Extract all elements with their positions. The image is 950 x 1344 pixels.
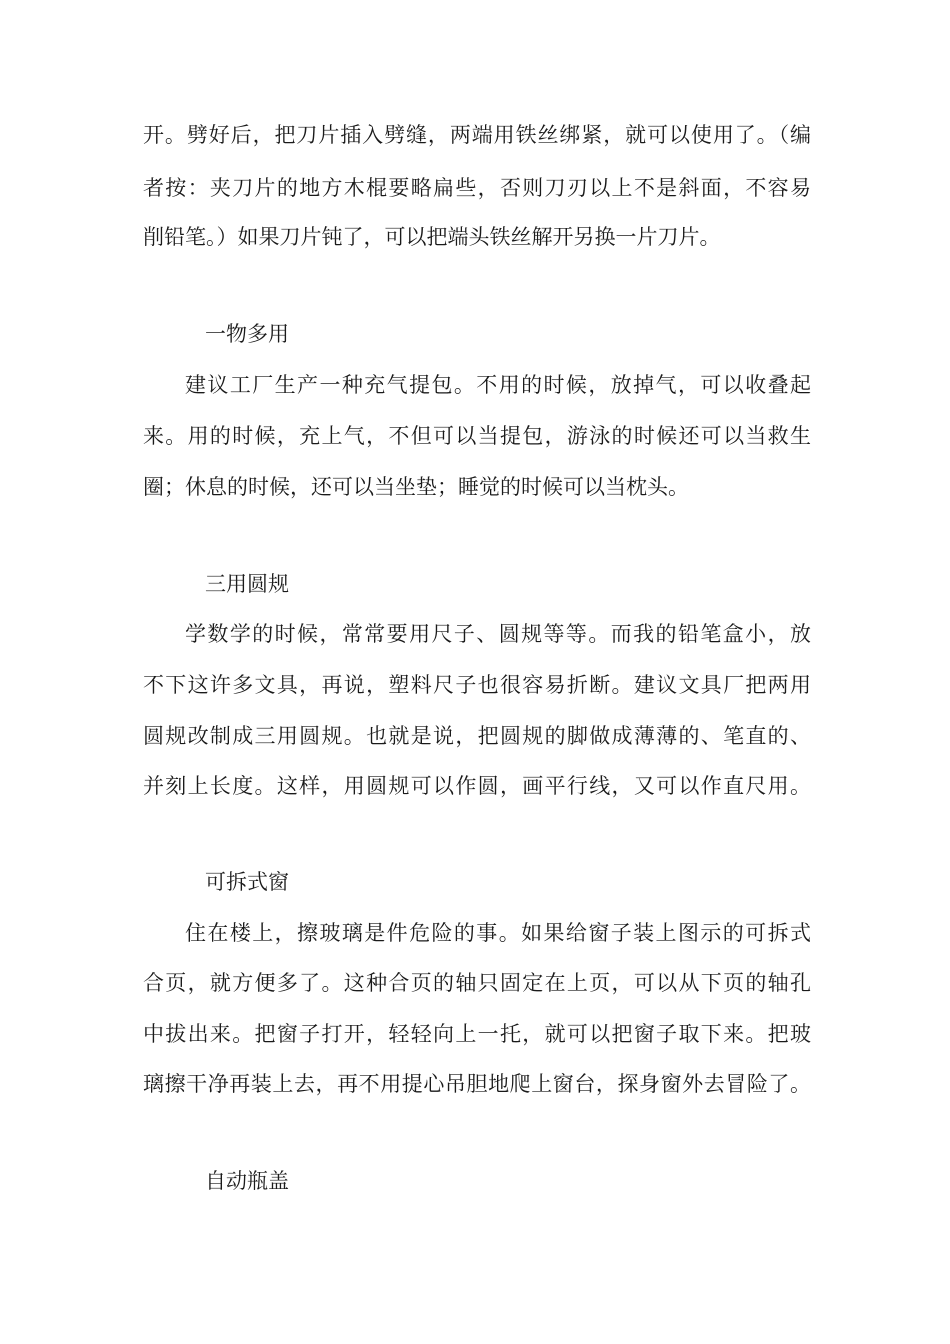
section-1-line-2: 来。用的时候，充上气，不但可以当提包，游泳的时候还可以当救生 [143, 424, 811, 448]
section-2-line-3: 圆规改制成三用圆规。也就是说，把圆规的脚做成薄薄的、笔直的、 [143, 724, 811, 748]
intro-line-1: 开。劈好后，把刀片插入劈缝，两端用铁丝绑紧，就可以使用了。（编 [143, 123, 811, 147]
section-heading-bottle-cap: 自动瓶盖 [205, 1169, 289, 1193]
section-1-line-1: 建议工厂生产一种充气提包。不用的时候，放掉气，可以收叠起 [185, 373, 811, 397]
section-heading-multi-use: 一物多用 [205, 322, 289, 346]
section-3-line-3: 中拔出来。把窗子打开，轻轻向上一托，就可以把窗子取下来。把玻 [143, 1022, 811, 1046]
section-heading-window: 可拆式窗 [205, 870, 289, 894]
section-3-line-2: 合页，就方便多了。这种合页的轴只固定在上页，可以从下页的轴孔 [143, 971, 811, 995]
section-3-line-4: 璃擦干净再装上去，再不用提心吊胆地爬上窗台，探身窗外去冒险了。 [143, 1072, 811, 1096]
section-2-line-2: 不下这许多文具，再说，塑料尺子也很容易折断。建议文具厂把两用 [143, 673, 811, 697]
section-1-line-3: 圈；休息的时候，还可以当坐垫；睡觉的时候可以当枕头。 [143, 475, 689, 499]
section-heading-compass: 三用圆规 [205, 572, 289, 596]
intro-line-3: 削铅笔。）如果刀片钝了，可以把端头铁丝解开另换一片刀片。 [143, 225, 721, 249]
section-2-line-4: 并刻上长度。这样，用圆规可以作圆，画平行线，又可以作直尺用。 [143, 774, 811, 798]
section-3-line-1: 住在楼上，擦玻璃是件危险的事。如果给窗子装上图示的可拆式 [185, 921, 811, 945]
section-2-line-1: 学数学的时候，常常要用尺子、圆规等等。而我的铅笔盒小，放 [185, 622, 811, 646]
intro-line-2: 者按：夹刀片的地方木棍要略扁些，否则刀刃以上不是斜面，不容易 [143, 176, 811, 200]
